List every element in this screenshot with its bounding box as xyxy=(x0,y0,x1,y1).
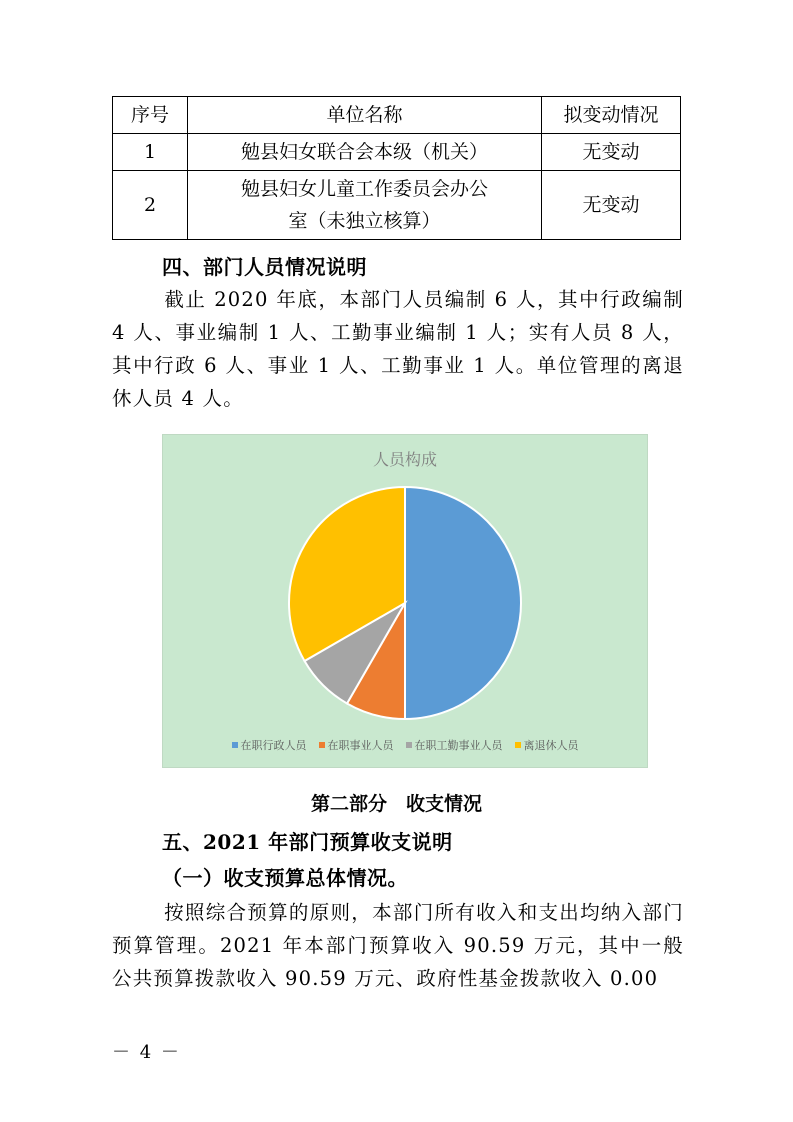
legend-label: 在职事业人员 xyxy=(327,739,394,752)
legend-item xyxy=(515,737,579,753)
row-change: 无变动 xyxy=(542,171,681,240)
legend-swatch xyxy=(232,742,238,748)
table-row xyxy=(113,171,681,240)
section5-paragraph xyxy=(112,896,684,995)
legend-item xyxy=(232,737,307,753)
section4-paragraph xyxy=(112,283,684,415)
chart-title: 人员构成 xyxy=(372,450,437,469)
legend-label: 离退休人员 xyxy=(523,739,579,752)
section4-heading: 四、部门人员情况说明 xyxy=(162,255,367,279)
section4-paragraph-text: 截止 2020 年底，本部门人员编制 6 人，其中行政编制 4 人、事业编制 1 人、工勤事业编制 1 人；实有人员 8 人，其中行政 6 人、事业 1 人、工勤事业 1 人。单位管理的离退休人员 4 人。 xyxy=(112,288,684,410)
legend-item xyxy=(406,737,503,753)
row-unit-name-line1: 勉县妇女儿童工作委员会办公 xyxy=(240,178,488,200)
personnel-pie-chart xyxy=(162,434,648,768)
header-unit-name: 单位名称 xyxy=(188,97,542,134)
row-change: 无变动 xyxy=(542,134,681,171)
part2-title: 第二部分 收支情况 xyxy=(310,793,482,815)
legend-swatch xyxy=(515,742,521,748)
pie-slice-0 xyxy=(405,487,521,719)
legend-label: 在职行政人员 xyxy=(240,739,307,752)
unit-table xyxy=(112,96,681,240)
header-no: 序号 xyxy=(113,97,188,134)
section5-subheading: （一）收支预算总体情况。 xyxy=(162,866,408,890)
row-unit-name: 勉县妇女联合会本级（机关） xyxy=(188,134,542,171)
legend-label: 在职工勤事业人员 xyxy=(414,739,503,752)
legend-swatch xyxy=(406,742,412,748)
row-no: 1 xyxy=(113,134,188,171)
section5-paragraph-text: 按照综合预算的原则，本部门所有收入和支出均纳入部门预算管理。2021 年本部门预算收入 90.59 万元，其中一般公共预算拨款收入 90.59 万元、政府性基金拨款收入 0.00 xyxy=(112,901,684,990)
row-unit-name xyxy=(188,171,542,240)
section5-heading: 五、2021 年部门预算收支说明 xyxy=(162,830,453,854)
pie-svg xyxy=(163,435,647,767)
legend-item xyxy=(319,737,394,753)
table-row xyxy=(113,134,681,171)
table-header-row xyxy=(113,97,681,134)
legend-swatch xyxy=(319,742,325,748)
row-unit-name-line2: 室（未独立核算） xyxy=(288,210,441,232)
chart-legend xyxy=(163,737,647,753)
header-change: 拟变动情况 xyxy=(542,97,681,134)
page-number: － 4 － xyxy=(112,1042,181,1063)
row-no: 2 xyxy=(113,171,188,240)
